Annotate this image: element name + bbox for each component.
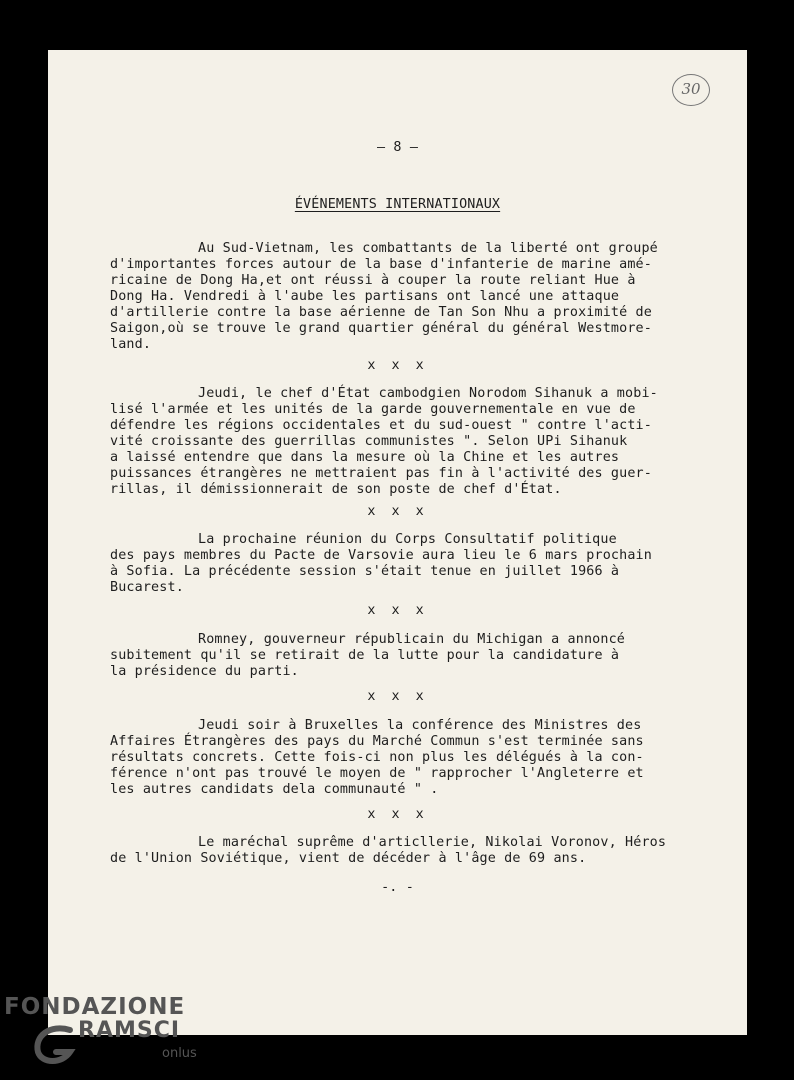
- paragraph-line: les autres candidats dela communauté " .: [110, 782, 439, 797]
- paragraph-line: La prochaine réunion du Corps Consultatif politique: [198, 532, 617, 547]
- paragraph-line: des pays membres du Pacte de Varsovie aura lieu le 6 mars prochain: [110, 548, 652, 563]
- handwritten-page-annotation: 30: [672, 74, 710, 106]
- paragraph-line: d'artillerie contre la base aérienne de Tan Son Nhu a proximité de: [110, 305, 652, 320]
- paragraph-line: Saigon,où se trouve le grand quartier général du général Westmore-: [110, 321, 652, 336]
- paragraph-line: Le maréchal suprême d'articllerie, Nikolai Voronov, Héros: [198, 835, 667, 850]
- paragraph-line: Jeudi soir à Bruxelles la conférence des Ministres des: [198, 718, 642, 733]
- paragraph-line: land.: [110, 337, 152, 352]
- paragraph-line: Au Sud-Vietnam, les combattants de la liberté ont groupé: [198, 241, 658, 256]
- paragraph-line: de l'Union Soviétique, vient de décéder à l'âge de 69 ans.: [110, 851, 587, 866]
- page-number: — 8 —: [376, 140, 419, 155]
- paragraph-line: Dong Ha. Vendredi à l'aube les partisans ont lancé une attaque: [110, 289, 620, 304]
- paragraph-line: d'importantes forces autour de la base d'infanterie de marine amé-: [110, 257, 652, 272]
- section-separator: x x x: [367, 358, 428, 373]
- document-heading: ÉVÉNEMENTS INTERNATIONAUX: [294, 197, 501, 212]
- paragraph-line: Affaires Étrangères des pays du Marché Commun s'est terminée sans: [110, 734, 644, 749]
- paragraph-line: Jeudi, le chef d'État cambodgien Norodom Sihanuk a mobi-: [198, 386, 658, 401]
- paragraph-line: défendre les régions occidentales et du sud-ouest " contre l'acti-: [110, 418, 652, 433]
- section-separator: x x x: [367, 689, 428, 704]
- foundation-logo-icon: [30, 1022, 80, 1066]
- paragraph-line: Bucarest.: [110, 580, 184, 595]
- paragraph-line: rillas, il démissionnerait de son poste de chef d'État.: [110, 482, 562, 497]
- paragraph-line: ricaine de Dong Ha,et ont réussi à couper la route reliant Hue à: [110, 273, 636, 288]
- watermark-onlus: onlus: [162, 1046, 197, 1061]
- section-separator: x x x: [367, 603, 428, 618]
- paragraph-line: à Sofia. La précédente session s'était tenue en juillet 1966 à: [110, 564, 620, 579]
- watermark-ramsci: RAMSCI: [78, 1018, 181, 1043]
- end-mark: -. -: [381, 880, 414, 895]
- paragraph-line: la présidence du parti.: [110, 664, 299, 679]
- paragraph-line: a laissé entendre que dans la mesure où la Chine et les autres: [110, 450, 620, 465]
- paragraph-line: lisé l'armée et les unités de la garde gouvernementale en vue de: [110, 402, 636, 417]
- paragraph-line: Romney, gouverneur républicain du Michigan a annoncé: [198, 632, 626, 647]
- paragraph-line: subitement qu'il se retirait de la lutte pour la candidature à: [110, 648, 620, 663]
- paragraph-line: puissances étrangères ne mettraient pas fin à l'activité des guer-: [110, 466, 652, 481]
- paragraph-line: férence n'ont pas trouvé le moyen de " rapprocher l'Angleterre et: [110, 766, 644, 781]
- document-page: [48, 50, 747, 1035]
- watermark-fondazione: FONDAZIONE: [4, 994, 186, 1020]
- paragraph-line: vité croissante des guerrillas communistes ". Selon UPi Sihanuk: [110, 434, 628, 449]
- section-separator: x x x: [367, 504, 428, 519]
- paragraph-line: résultats concrets. Cette fois-ci non plus les délégués à la con-: [110, 750, 644, 765]
- section-separator: x x x: [367, 807, 428, 822]
